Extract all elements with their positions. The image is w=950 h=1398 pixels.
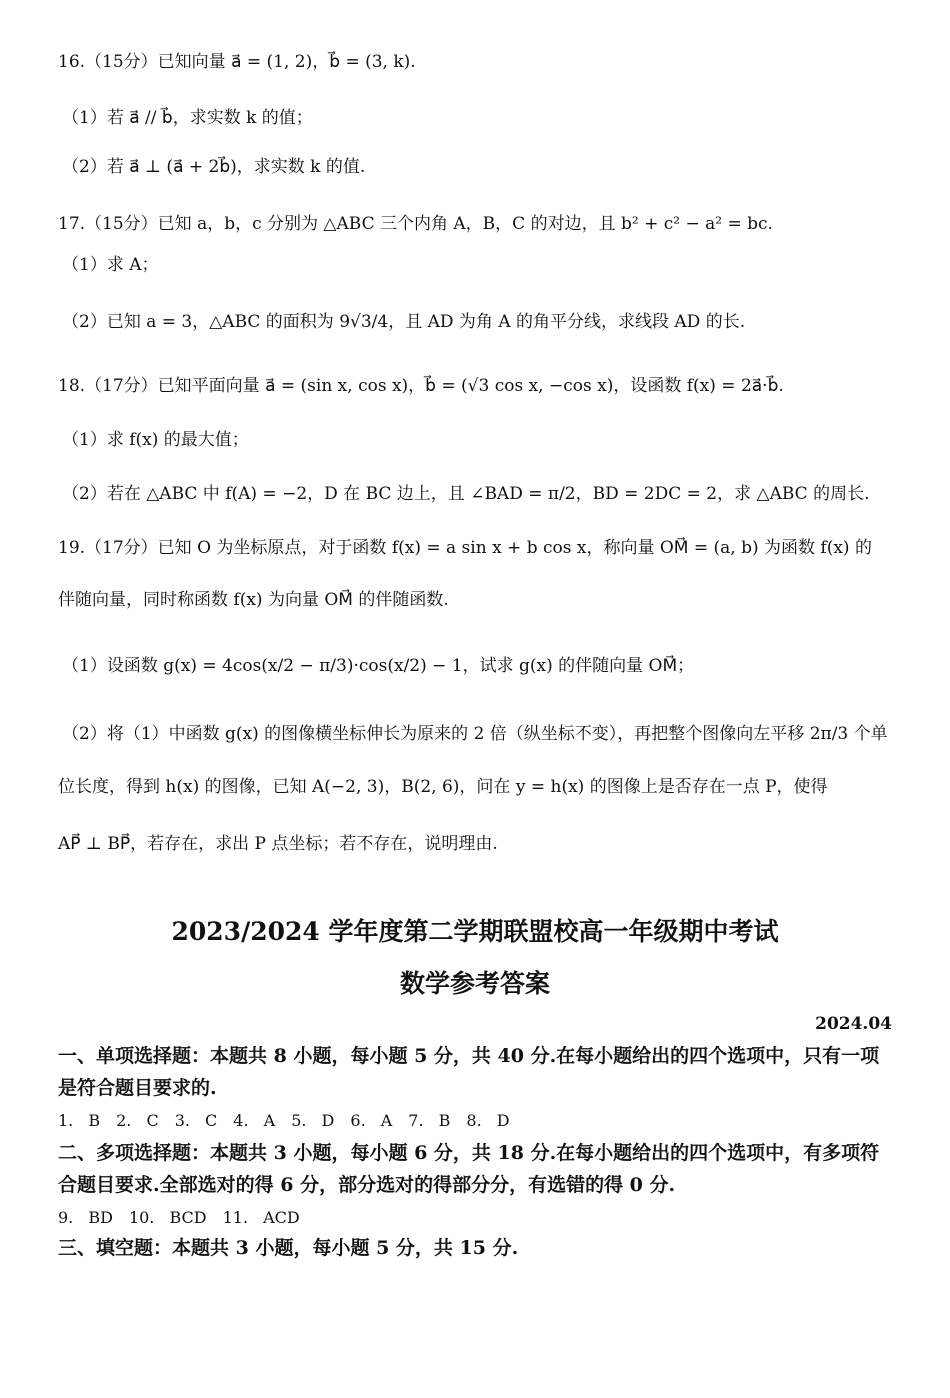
question-19-part-2-cont2: AP⃗ ⊥ BP⃗，若存在，求出 P 点坐标；若不存在，说明理由.: [58, 834, 498, 854]
question-16-part-1: （1）若 a⃗ // b⃗，求实数 k 的值；: [62, 108, 313, 128]
answers-multiple-choice: 9. BD 10. BCD 11. ACD: [58, 1208, 300, 1227]
question-16-stem: 16.（15分）已知向量 a⃗ = (1, 2)，b⃗ = (3, k).: [58, 52, 416, 72]
section-fill-in: 三、填空题：本题共 3 小题，每小题 5 分，共 15 分.: [58, 1237, 519, 1259]
question-16-part-2: （2）若 a⃗ ⊥ (a⃗ + 2b⃗)，求实数 k 的值.: [62, 157, 366, 177]
question-19-stem-cont: 伴随向量，同时称函数 f(x) 为向量 OM⃗ 的伴随函数.: [58, 590, 449, 610]
question-19-part-1: （1）设函数 g(x) = 4cos(x/2 − π/3)·cos(x/2) − 1，试求 g(x) 的伴随向量 OM⃗；: [62, 656, 695, 676]
question-18-part-1: （1）求 f(x) 的最大值；: [62, 430, 249, 450]
question-19-stem: 19.（17分）已知 O 为坐标原点，对于函数 f(x) = a sin x + b cos x，称向量 OM⃗ = (a, b) 为函数 f(x) 的: [58, 538, 872, 558]
question-17-part-1: （1）求 A；: [62, 255, 159, 275]
question-17-stem: 17.（15分）已知 a，b，c 分别为 △ABC 三个内角 A，B，C 的对边，且 b² + c² − a² = bc.: [58, 214, 773, 234]
question-19-part-2-cont1: 位长度，得到 h(x) 的图像，已知 A(−2, 3)，B(2, 6)，问在 y = h(x) 的图像上是否存在一点 P，使得: [58, 777, 828, 797]
answer-key-date: 2024.04: [815, 1014, 892, 1034]
question-17-part-2: （2）已知 a = 3，△ABC 的面积为 9√3/4，且 AD 为角 A 的角平分线，求线段 AD 的长.: [62, 312, 746, 332]
answer-key-subtitle: 数学参考答案: [399, 969, 550, 998]
section-single-choice: 一、单项选择题：本题共 8 小题，每小题 5 分，共 40 分.在每小题给出的四个选项中，只有一项是符合题目要求的.: [58, 1045, 880, 1099]
question-19-part-2: （2）将（1）中函数 g(x) 的图像横坐标伸长为原来的 2 倍（纵坐标不变），再把整个图像向左平移 2π/3 个单: [62, 724, 888, 744]
question-18-stem: 18.（17分）已知平面向量 a⃗ = (sin x, cos x)，b⃗ = (√3 cos x, −cos x)，设函数 f(x) = 2a⃗·b⃗.: [58, 376, 784, 396]
answers-single-choice: 1. B 2. C 3. C 4. A 5. D 6. A 7. B 8. D: [58, 1111, 510, 1130]
question-18-part-2: （2）若在 △ABC 中 f(A) = −2，D 在 BC 边上，且 ∠BAD = π/2，BD = 2DC = 2，求 △ABC 的周长.: [62, 484, 870, 504]
answer-key-title: 2023/2024 学年度第二学期联盟校高一年级期中考试: [171, 917, 779, 946]
section-multiple-choice: 二、多项选择题：本题共 3 小题，每小题 6 分，共 18 分.在每小题给出的四个选项中，有多项符合题目要求.全部选对的得 6 分，部分选对的得部分分，有选错的得 0 分.: [58, 1142, 880, 1196]
